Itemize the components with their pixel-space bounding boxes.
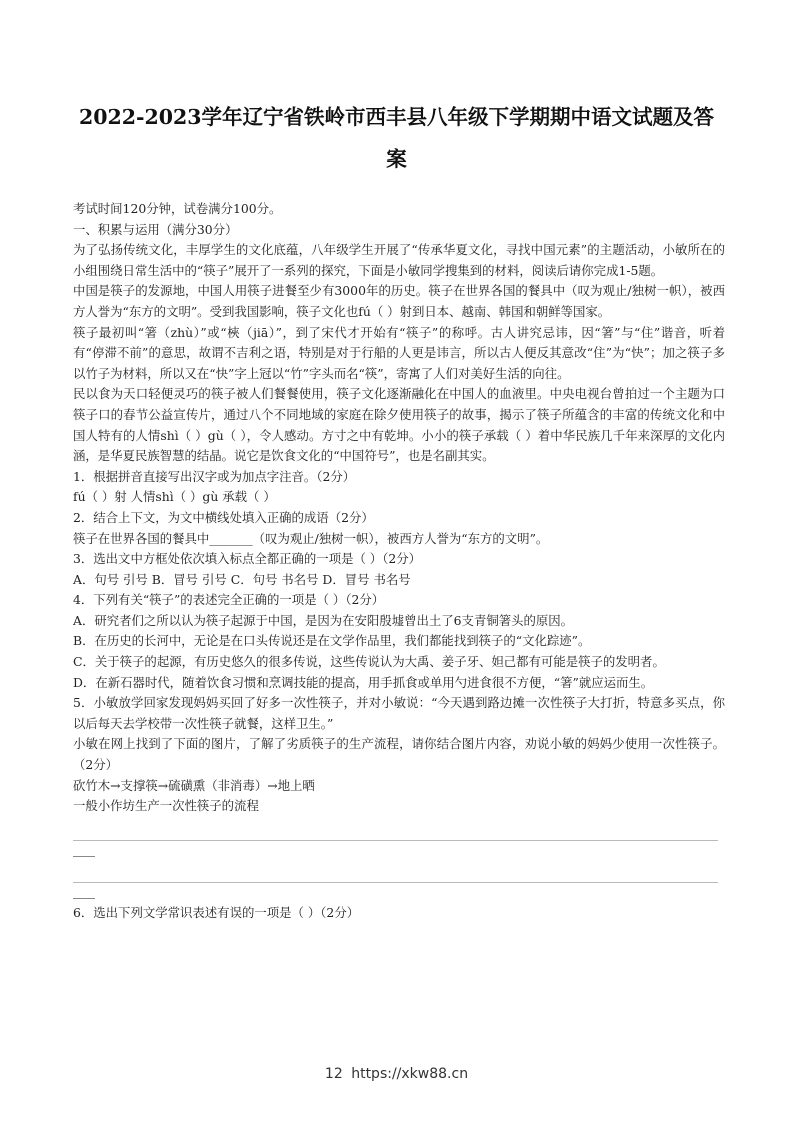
question-4-option-d: D．在新石器时代，随着饮食习惯和烹调技能的提高，用手抓食或单用勺进食很不方便，“箸”就应运而生。 [73,674,654,690]
question-3-options: A．句号 引号 B．冒号 引号 C．句号 书名号 D．冒号 书名号 [73,571,411,587]
passage-paragraph: 民以食为天口轻便灵巧的筷子被人们餐餐使用，筷子文化逐渐融化在中国人的血液里。中央电视台曾拍过一个主题为口筷子口的春节公益宣传片，通过八个不同地域的家庭在除夕使用筷子的故事，揭示了筷子所蕴含的丰富的传统文化和中国人特有的人情shì（ ）gù（ ），令人感动。方寸之中有乾坤。小小的筷子承载（ ）着中华民族几千年来深厚的文化内涵，是华夏民族智慧的结晶。说它是饮食文化的“中国符号”，也是名副其实。 [73,386,725,464]
exam-info: 考试时间120分钟，试卷满分100分。 [73,201,282,216]
footer-url: https://xkw88.cn [351,1066,469,1082]
passage-paragraph: 筷子最初叫“箸（zhù）”或“梜（jiā）”，到了宋代才开始有“筷子”的称呼。古人讲究忌讳，因“箸”与“住”谐音，听着有“停滞不前”的意思，故谓不吉利之语，特别是对于行船的人更是讳言，所以古人便反其意改“住”为“快”；加之筷子多以竹子为材料，所以又在“快”字上冠以“竹”字头而名“筷”，寄寓了人们对美好生活的向往。 [73,324,725,381]
question-3: 3．选出文中方框处依次填入标点全都正确的一项是（ ）（2分） [73,551,422,567]
process-caption: 一般小作坊生产一次性筷子的流程 [73,798,259,814]
question-5-task: 小敏在网上找到了下面的图片，了解了劣质筷子的生产流程，请你结合图片内容，劝说小敏的妈妈少使用一次性筷子。（2分） [73,736,725,773]
answer-line-tail [73,841,95,857]
question-4: 4．下列有关“筷子”的表述完全正确的一项是（ ）（2分） [73,592,385,608]
answer-line [73,819,718,841]
section-heading: 一、积累与运用（满分30分） [73,221,238,237]
question-1-blanks: fú（ ）射 人情shì（ ）gù 承载（ ） [73,489,276,505]
answer-line [73,861,718,883]
question-5: 5．小敏放学回家发现妈妈买回了好多一次性筷子，并对小敏说：“今天遇到路边摊一次性筷子大打折，特意多买点，你以后每天去学校带一次性筷子就餐，这样卫生。” [73,695,725,731]
page-number: 12 [324,1066,343,1082]
page-footer [0,1066,793,1082]
passage-paragraph: 中国是筷子的发源地，中国人用筷子进餐至少有3000年的历史。筷子在世界各国的餐具中（叹为观止/独树一帜），被西方人誉为“东方的文明”。受到我国影响，筷子文化也fú（ ）射到日本、越南、韩国和朝鲜等国家。 [73,283,725,319]
document-title: 2022-2023学年辽宁省铁岭市西丰县八年级下学期期中语文试题及答案 [78,105,715,171]
process-flow: 砍竹木→支撑筷→硫磺熏（非消毒）→地上晒 [73,777,315,793]
question-6: 6．选出下列文学常识表述有误的一项是（ ）（2分） [73,904,360,920]
question-4-option-c: C．关于筷子的起源，有历史悠久的很多传说，这些传说认为大禹、姜子牙、妲己都有可能是筷子的发明者。 [73,654,665,670]
question-4-option-a: A．研究者们之所以认为筷子起源于中国，是因为在安阳殷墟曾出土了6支青铜箸头的原因。 [73,612,574,628]
question-2: 2．结合上下文，为文中横线处填入正确的成语（2分） [73,509,374,525]
answer-area [73,819,725,899]
question-4-option-b: B．在历史的长河中，无论是在口头传说还是在文学作品里，我们都能找到筷子的“文化踪迹”。 [73,633,591,649]
document-body [73,199,725,923]
question-1: 1．根据拼音直接写出汉字或为加点字注音。（2分） [73,468,356,484]
passage-intro: 为了弘扬传统文化，丰厚学生的文化底蕴，八年级学生开展了“传承华夏文化，寻找中国元素”的主题活动，小敏所在的小组围绕日常生活中的“筷子”展开了一系列的探究，下面是小敏同学搜集到的材料，阅读后请你完成1-5题。 [73,242,725,278]
answer-line-tail [73,883,95,899]
question-2-sentence: 筷子在世界各国的餐具中_______（叹为观止/独树一帜），被西方人誉为“东方的文明”。 [73,530,549,546]
